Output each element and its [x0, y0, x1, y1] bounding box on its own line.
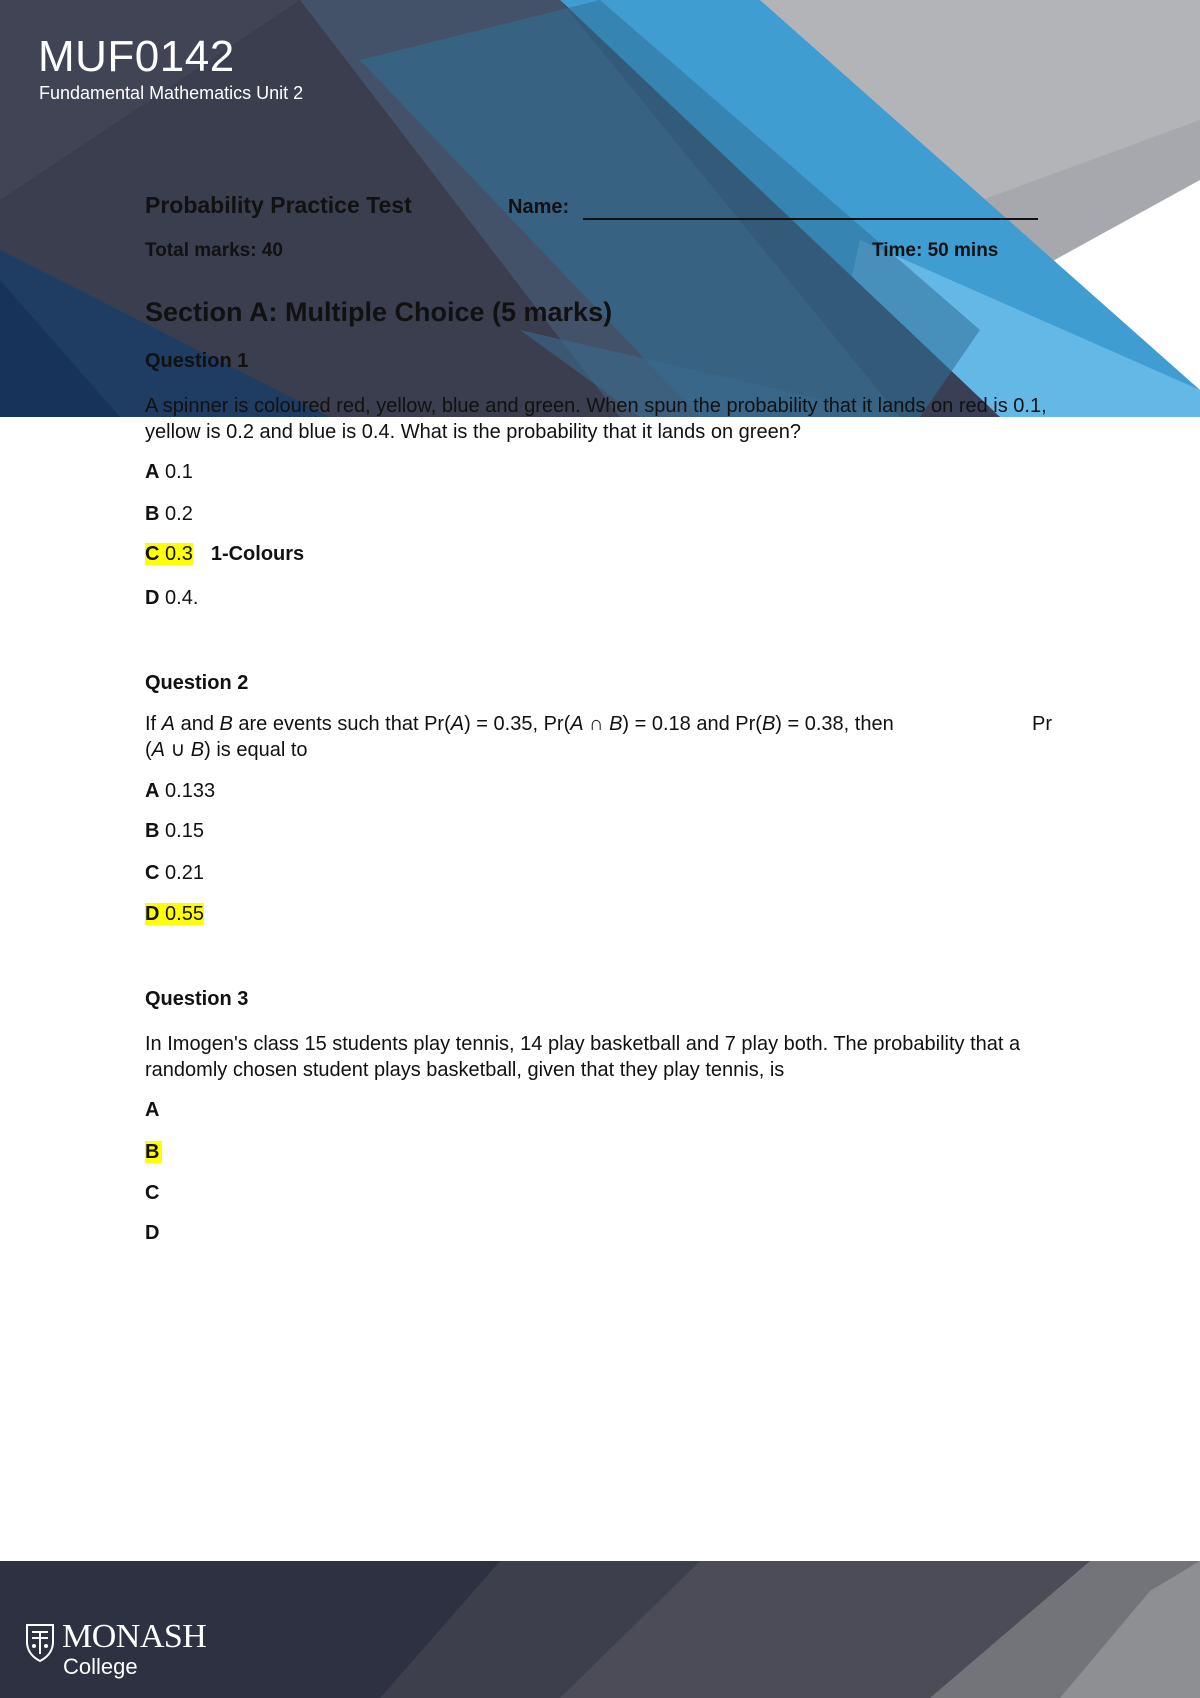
- monash-crest-icon: [24, 1622, 56, 1662]
- option-letter: D: [145, 587, 160, 609]
- option-letter: A: [145, 1099, 160, 1121]
- question-3-option-c[interactable]: [145, 1182, 159, 1205]
- name-label: Name:: [508, 196, 570, 218]
- question-3-option-d[interactable]: [145, 1222, 159, 1245]
- course-code: MUF0142: [38, 32, 235, 81]
- option-letter: D: [145, 1222, 160, 1244]
- time-limit: Time: 50 mins: [872, 240, 999, 261]
- option-letter: B: [145, 1141, 162, 1163]
- option-value: 0.15: [165, 820, 204, 842]
- question-1-option-d[interactable]: [145, 587, 198, 610]
- question-2-option-d[interactable]: [145, 903, 204, 926]
- total-marks: Total marks: 40: [145, 240, 283, 261]
- question-3-heading: Question 3: [145, 988, 249, 1010]
- option-value: 0.3: [165, 543, 193, 565]
- option-letter: A: [145, 461, 160, 483]
- answer-highlight: [145, 903, 204, 925]
- test-title: Probability Practice Test: [145, 192, 412, 218]
- question-2-option-a[interactable]: [145, 780, 215, 803]
- option-letter: C: [145, 862, 160, 884]
- option-value: 0.2: [165, 503, 193, 525]
- question-1-option-c[interactable]: [145, 543, 304, 566]
- answer-note: 1-Colours: [210, 543, 305, 565]
- option-letter: D: [145, 903, 160, 925]
- question-1-text: A spinner is coloured red, yellow, blue and green. When spun the probability that it lands on red is 0.1, yellow is 0.2 and blue is 0.4. What is the probability that it lands on green?: [145, 395, 1047, 443]
- answer-highlight: [145, 543, 193, 565]
- option-letter: C: [145, 543, 160, 565]
- logo-subname: College: [63, 1654, 138, 1679]
- option-letter: B: [145, 503, 160, 525]
- option-letter: B: [145, 820, 160, 842]
- option-value: 0.133: [165, 780, 216, 802]
- logo-name: MONASH: [62, 1618, 207, 1655]
- question-2-heading: Question 2: [145, 672, 249, 694]
- question-2-option-c[interactable]: [145, 862, 204, 885]
- monash-college-logo: [24, 1618, 214, 1678]
- option-letter: A: [145, 780, 160, 802]
- question-2-option-b[interactable]: [145, 820, 204, 843]
- course-title: Fundamental Mathematics Unit 2: [39, 83, 304, 103]
- option-letter: C: [145, 1182, 160, 1204]
- question-2-text: If A and B are events such that Pr(A) = 0.35, Pr(A ∩ B) = 0.18 and Pr(B) = 0.38, then Pr (A ∪ B) is equal to: [145, 713, 1052, 761]
- question-1-option-b[interactable]: [145, 503, 193, 526]
- option-value: 0.21: [165, 862, 204, 884]
- question-3-text: In Imogen's class 15 students play tennis, 14 play basketball and 7 play both. The probability that a randomly chosen student plays basketball, given that they play tennis, is: [145, 1033, 1021, 1081]
- section-a-heading: Section A: Multiple Choice (5 marks): [145, 297, 613, 327]
- option-value: 0.55: [165, 903, 204, 925]
- question-1-option-a[interactable]: [145, 461, 193, 484]
- option-value: 0.4.: [165, 587, 199, 609]
- question-1-heading: Question 1: [145, 350, 249, 372]
- option-value: 0.1: [165, 461, 193, 483]
- name-field-line[interactable]: [583, 218, 1038, 220]
- question-3-option-b[interactable]: [145, 1141, 162, 1164]
- question-3-option-a[interactable]: [145, 1099, 159, 1122]
